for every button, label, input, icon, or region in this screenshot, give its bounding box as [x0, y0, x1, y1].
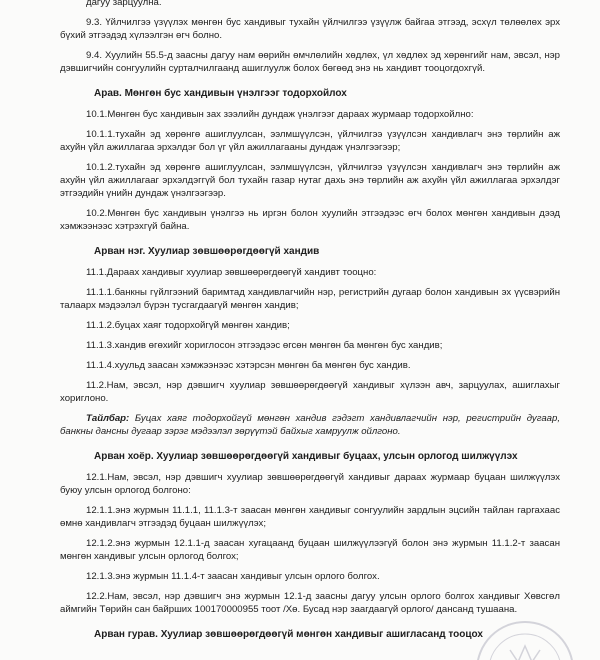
section-heading-12: Арван хоёр. Хуулиар зөвшөөрөгдөөгүй хандивыг буцаах, улсын орлогод шилжүүлэх: [94, 451, 518, 462]
note-paragraph: [60, 412, 560, 438]
paragraph-11-2: 11.2.Нам, эвсэл, нэр дэвшигч хуулиар зөвшөөрөгдөөгүй хандивыг хүлээн авч, зарцуулах, ашиглахыг хориглоно.: [60, 380, 560, 404]
paragraph-11-1-3: 11.1.3.хандив өгөхийг хориглосон этгээдээс өгсөн мөнгөн ба мөнгөн бус хандив;: [86, 340, 443, 351]
paragraph-10-1-1: 10.1.1.тухайн эд хөрөнгө ашиглуулсан, ээлмшүүлсэн, үйлчилгээ үзүүлсэн хандивлагч энэ төрлийн аж ахуйн үйл ажиллагаа эрхэлдэг бол үг үйл ажиллагааны дундаж үнэлгээгээр;: [60, 129, 560, 153]
note-label: Тайлбар:: [86, 413, 130, 424]
paragraph-10-1: 10.1.Мөнгөн бус хандивын зах зээлийн дундаж үнэлгээг дараах журмаар тодорхойлно:: [86, 109, 474, 120]
stamp-seal-icon: [470, 610, 580, 660]
paragraph-12-1-1: 12.1.1.энэ журмын 11.1.1, 11.1.3-т заасан мөнгөн хандивыг сонгуулийн зардлын эцсийн тайлан гаргахаас өмнө хандивлагч этгээдэд буцаан шилжүүлэх;: [60, 505, 560, 529]
paragraph-12-1-3: 12.1.3.энэ журмын 11.1.4-т заасан хандивыг улсын орлого болгох.: [86, 571, 380, 582]
paragraph-11-1-4: 11.1.4.хуульд заасан хэмжээнээс хэтэрсэн мөнгөн ба мөнгөн бус хандив.: [86, 360, 411, 371]
paragraph-9-2-end: дагуу зарцуулна.: [86, 0, 162, 8]
document-body: [60, 0, 560, 649]
paragraph-10-1-2: 10.1.2.тухайн эд хөрөнгө ашиглуулсан, ээлмшүүлсэн, үйлчилгээ үзүүлсэн хандивлагч энэ төрлийн аж ахуйн үйл ажиллагааг эрхэлдэггүй бол тухайн газар нутаг дахь энэ төрлийн аж ахуйн үйл ажиллагаа эрхэлдэг этгээдийн үнийн дундаж үнэлгээгээр.: [60, 162, 560, 199]
section-heading-11: Арван нэг. Хуулиар зөвшөөрөгдөөгүй хандив: [94, 246, 320, 257]
paragraph-12-1: 12.1.Нам, эвсэл, нэр дэвшигч хуулиар зөвшөөрөгдөөгүй хандивыг дараах журмаар буцаан шилжүүлэх буюу улсын орлогод болгоно:: [60, 472, 560, 496]
paragraph-9-3: 9.3. Үйлчилгээ үзүүлэх мөнгөн бус хандивыг тухайн үйлчилгээ үзүүлж байгаа этгээд, эсхүл төлөөлөх эрх бүхий этгээдэд хүлээлгэн өгч болно.: [60, 17, 560, 41]
paragraph-11-1-2: 11.1.2.буцах хаяг тодорхойгүй мөнгөн хандив;: [86, 320, 290, 331]
section-heading-13: Арван гурав. Хуулиар зөвшөөрөгдөөгүй мөнгөн хандивыг ашигласанд тооцох: [94, 629, 483, 640]
paragraph-11-1-1: 11.1.1.банкны гүйлгээний баримтад хандивлагчийн нэр, регистрийн дугаар болон хандивын эх үүсвэрийн талаарх мэдээлэл бүрэн тусгагдаагүй мөнгөн хандив;: [60, 287, 560, 311]
paragraph-12-1-2: 12.1.2.энэ журмын 12.1.1-д заасан хугацаанд буцаан шилжүүлээгүй болон энэ журмын 11.1.2-т заасан мөнгөн хандивыг улсын орлогод болгох;: [60, 538, 560, 562]
note-text: Буцах хаяг тодорхойгүй мөнгөн хандив гэдэгт хандивлагчийн нэр, регистрийн дугаар, банкны дансны дугаар зэрэг мэдээлэл зөрүүтэй байхыг хамруулж ойлгоно.: [60, 413, 560, 437]
paragraph-11-1: 11.1.Дараах хандивыг хуулиар зөвшөөрөгдөөгүй хандивт тооцно:: [86, 267, 377, 278]
section-heading-10: Арав. Мөнгөн бус хандивын үнэлгээг тодорхойлох: [94, 88, 347, 99]
paragraph-9-4: 9.4. Хуулийн 55.5-д заасны дагуу нам өөрийн өмчлөлийн хөдлөх, үл хөдлөх эд хөрөнгийг нам, эвсэл, нэр дэвшигчийн сонгуулийн сурталчилгаанд ашиглуулж болох бөгөөд энэ нь хандивт тооцогдохгүй.: [60, 50, 560, 74]
paragraph-12-2: 12.2.Нам, эвсэл, нэр дэвшигч энэ журмын 12.1-д заасны дагуу улсын орлого болгох хандивыг Хөвсгөл аймгийн Төрийн сан байрших 100170000955 тоот /Хө. Бусад нэр заагдаагүй орлого/ дансанд тушаана.: [60, 591, 560, 615]
paragraph-10-2: 10.2.Мөнгөн бус хандивын үнэлгээ нь иргэн болон хуулийн этгээдээс өгч болох мөнгөн хандивын дээд хэмжээнээс хэтрэхгүй байна.: [60, 208, 560, 232]
